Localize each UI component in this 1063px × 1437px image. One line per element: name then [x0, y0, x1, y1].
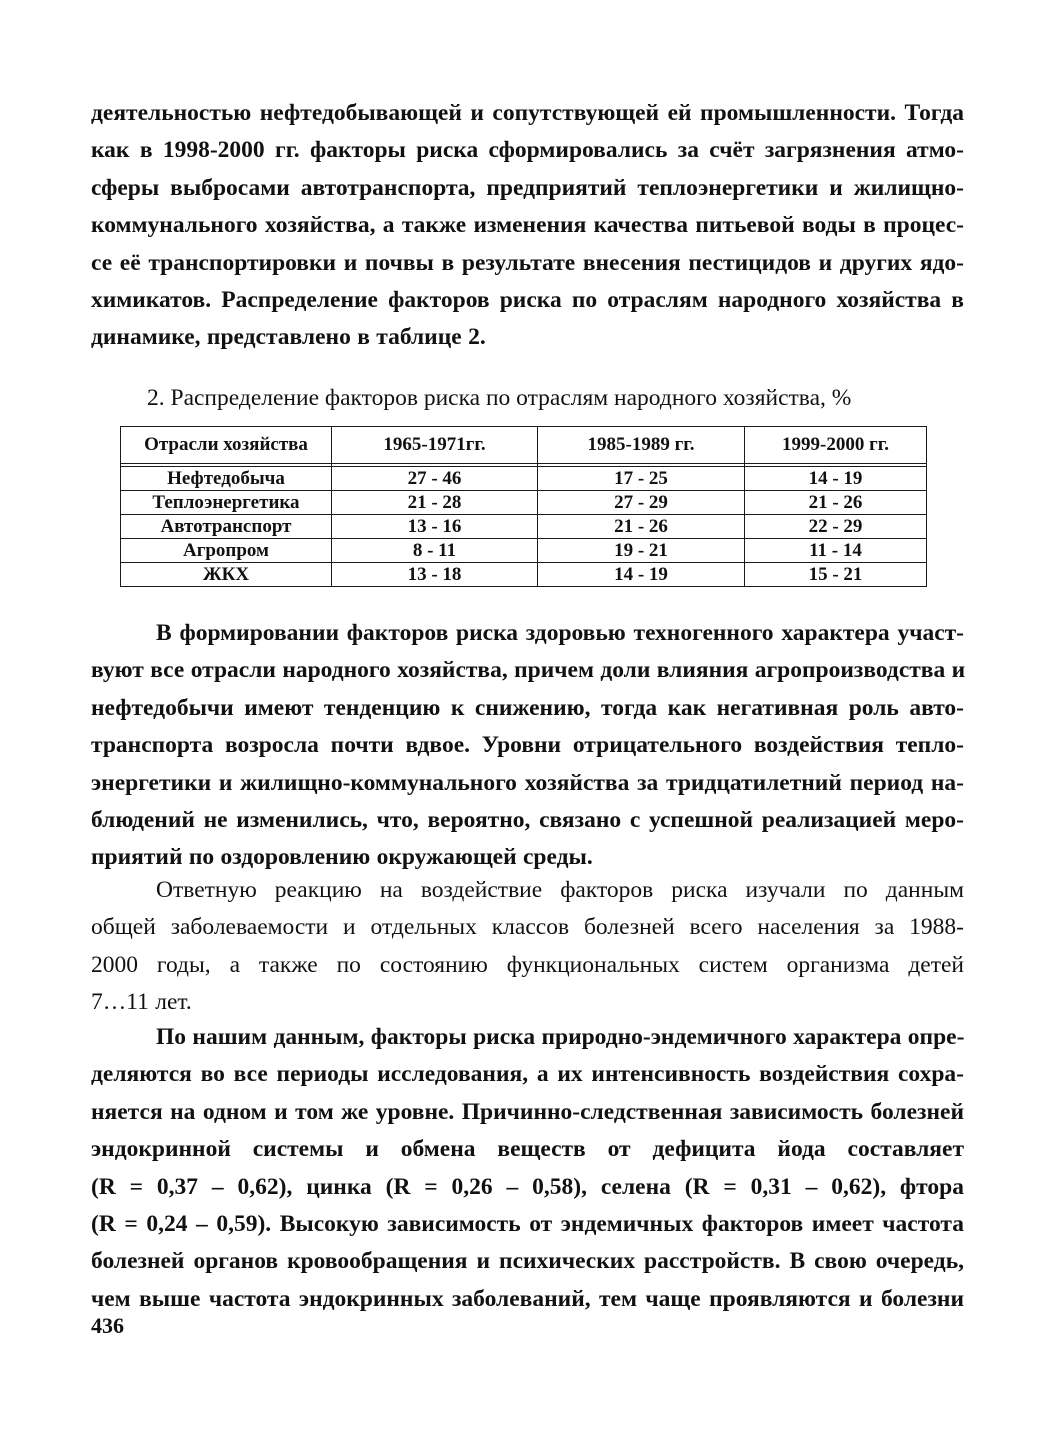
table-cell: ЖКХ	[121, 563, 332, 587]
page-number: 436	[91, 1313, 124, 1338]
table-cell: Агропром	[121, 539, 332, 563]
text-line: деятельностью нефтедобывающей и сопутствующей ей промышленности. Тогда	[91, 100, 964, 126]
table-row	[121, 515, 927, 539]
table-cell: 13 - 18	[332, 563, 538, 587]
table-row	[121, 539, 927, 563]
text-line: В формировании факторов риска здоровью техногенного характера участ-	[156, 620, 964, 646]
text-line: вуют все отрасли народного хозяйства, причем доли влияния агропроизводства и	[91, 657, 966, 684]
table-cell: 13 - 16	[332, 515, 538, 539]
text-line: деляются во все периоды исследования, а их интенсивность воздействия сохра-	[91, 1061, 964, 1088]
column-header: 1985-1989 гг.	[538, 427, 745, 464]
text-line: энергетики и жилищно-коммунального хозяйства за тридцатилетний период на-	[91, 769, 964, 796]
text-line: нефтедобычи имеют тенденцию к снижению, тогда как негативная роль авто-	[91, 694, 964, 721]
text-line: се её транспортировки и почвы в результате внесения пестицидов и других ядо-	[91, 249, 964, 276]
paragraph-industries	[91, 615, 964, 877]
table-cell: 21 - 26	[745, 491, 927, 515]
text-line: няется на одном и том же уровне. Причинно-следственная зависимость болезней	[91, 1098, 964, 1125]
table-cell: 21 - 26	[538, 515, 745, 539]
table-caption: 2. Распределение факторов риска по отраслям народного хозяйства, %	[147, 385, 852, 411]
text-line: 2000 годы, а также по состоянию функциональных систем организма детей	[91, 951, 964, 978]
text-line: (R = 0,24 – 0,59). Высокую зависимость от эндемичных факторов имеет частота	[91, 1211, 964, 1238]
text-line: коммунального хозяйства, а также изменения качества питьевой воды в процес-	[91, 212, 964, 239]
text-line: транспорта возросла почти вдвое. Уровни отрицательного воздействия тепло-	[91, 732, 964, 759]
risk-factors-table	[120, 426, 927, 587]
paragraph-response	[91, 872, 964, 1022]
table-cell: 11 - 14	[745, 539, 927, 563]
paragraph-endemic	[91, 1019, 964, 1318]
table-row	[121, 467, 927, 491]
text-line: 7…11 лет.	[91, 989, 192, 1016]
table-cell: Нефтедобыча	[121, 467, 332, 491]
table-cell: 14 - 19	[745, 467, 927, 491]
table-cell: 19 - 21	[538, 539, 745, 563]
table-header-row	[121, 427, 927, 464]
text-line: как в 1998-2000 гг. факторы риска сформировались за счёт загрязнения атмо-	[91, 137, 964, 164]
text-line: блюдений не изменились, что, вероятно, связано с успешной реализацией меро-	[91, 807, 964, 834]
text-line: сферы выбросами автотранспорта, предприятий теплоэнергетики и жилищно-	[91, 174, 964, 201]
table-cell: 22 - 29	[745, 515, 927, 539]
table-cell: Автотранспорт	[121, 515, 332, 539]
text-line: приятий по оздоровлению окружающей среды.	[91, 844, 593, 871]
text-line: динамике, представлено в таблице 2.	[91, 324, 486, 351]
table-cell: 27 - 29	[538, 491, 745, 515]
text-line: Ответную реакцию на воздействие факторов риска изучали по данным	[156, 877, 964, 903]
table-cell: Теплоэнергетика	[121, 491, 332, 515]
table-cell: 15 - 21	[745, 563, 927, 587]
table-cell: 21 - 28	[332, 491, 538, 515]
paragraph-intro	[91, 95, 964, 357]
column-header: Отрасли хозяйства	[121, 427, 332, 464]
table-row	[121, 491, 927, 515]
text-line: (R = 0,37 – 0,62), цинка (R = 0,26 – 0,58), селена (R = 0,31 – 0,62), фтора	[91, 1173, 964, 1200]
table-cell: 17 - 25	[538, 467, 745, 491]
text-line: химикатов. Распределение факторов риска по отраслям народного хозяйства в	[91, 287, 964, 314]
table-cell: 14 - 19	[538, 563, 745, 587]
table-row	[121, 563, 927, 587]
text-line: чем выше частота эндокринных заболеваний, тем чаще проявляются и болезни	[91, 1285, 964, 1312]
text-line: эндокринной системы и обмена веществ от дефицита йода составляет	[91, 1136, 964, 1163]
text-line: болезней органов кровообращения и психических расстройств. В свою очередь,	[91, 1248, 964, 1275]
column-header: 1999-2000 гг.	[745, 427, 927, 464]
table-cell: 8 - 11	[332, 539, 538, 563]
table-cell: 27 - 46	[332, 467, 538, 491]
column-header: 1965-1971гг.	[332, 427, 538, 464]
text-line: По нашим данным, факторы риска природно-эндемичного характера опре-	[156, 1024, 965, 1050]
text-line: общей заболеваемости и отдельных классов болезней всего населения за 1988-	[91, 914, 964, 941]
